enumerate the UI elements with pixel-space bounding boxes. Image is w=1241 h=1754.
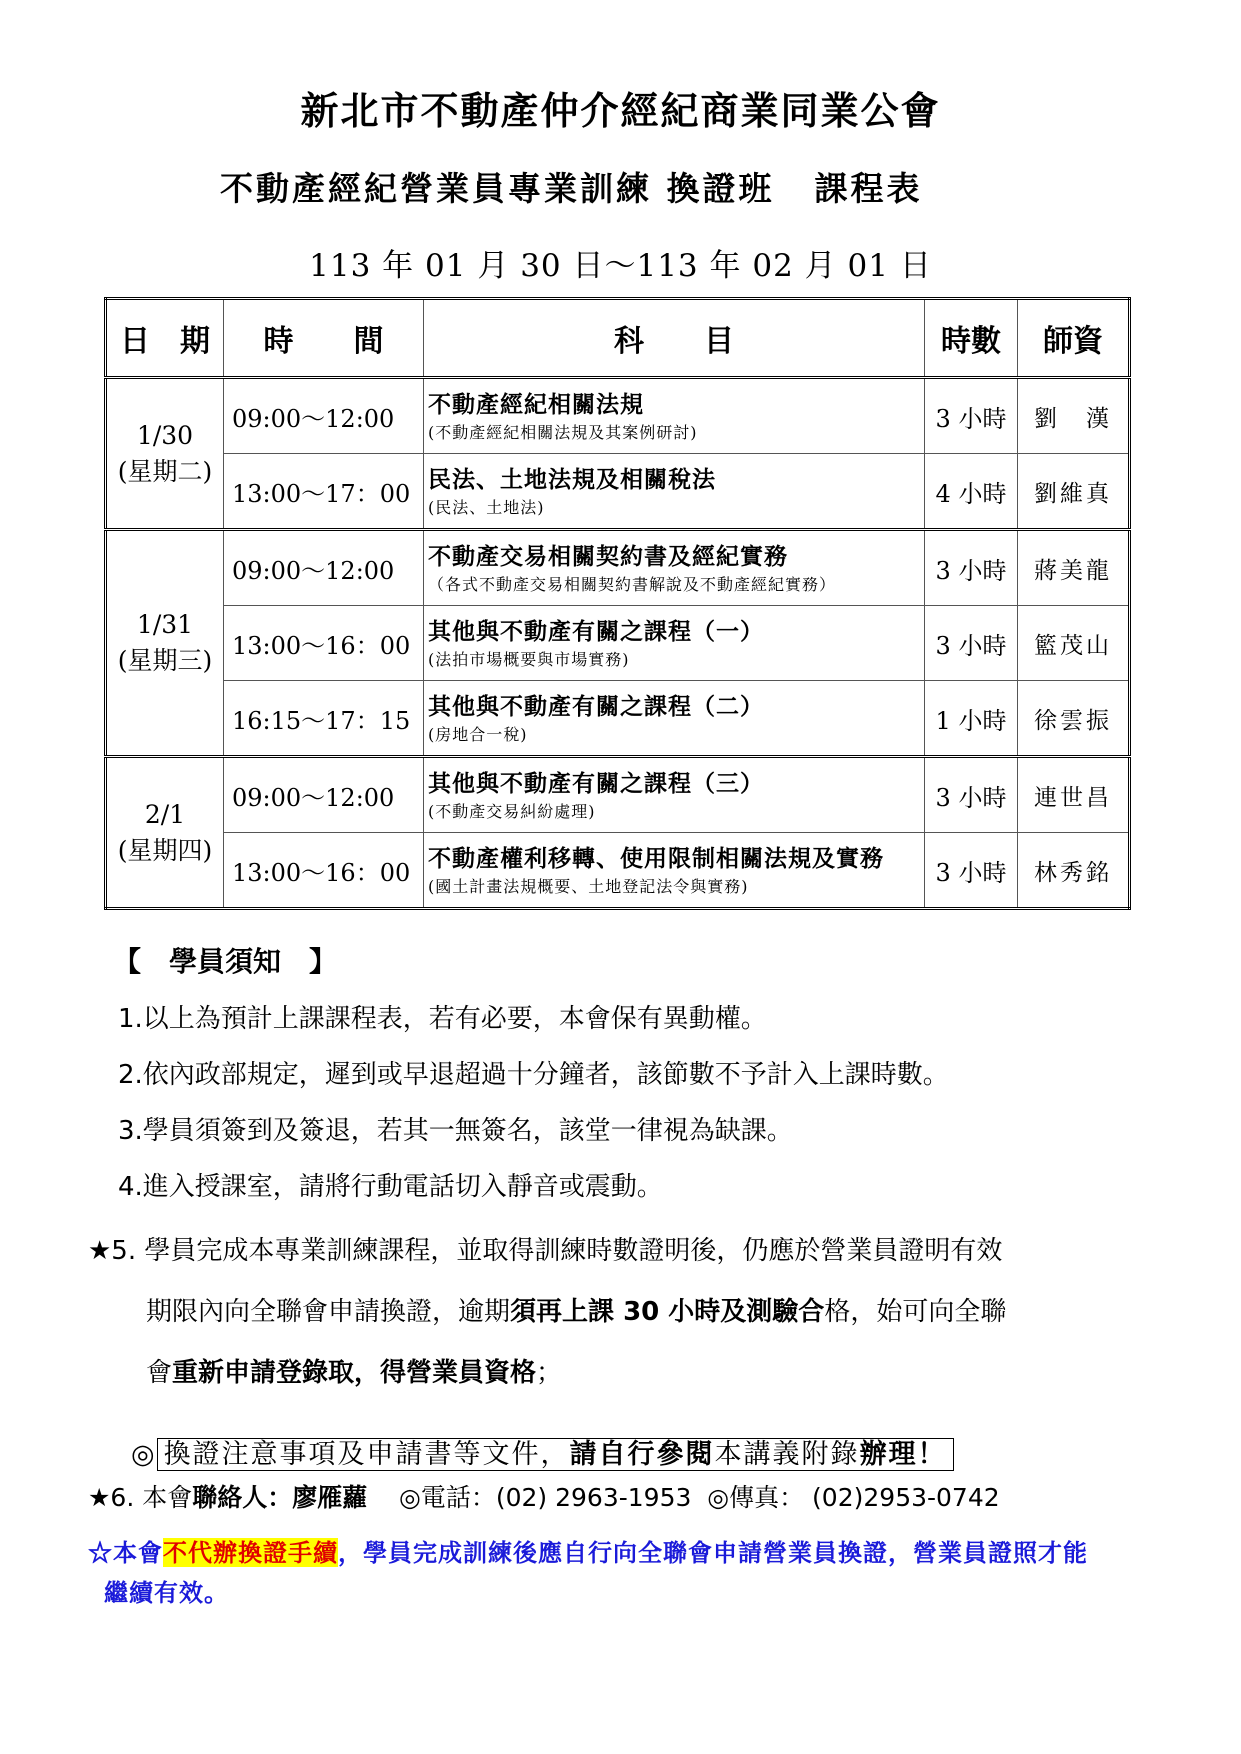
- schedule-table: [104, 297, 1131, 910]
- col-header-hours: 時數: [925, 299, 1018, 378]
- subject-detail: (不動產經紀相關法規及其案例研討): [428, 423, 698, 442]
- session-hours: 4 小時: [925, 454, 1018, 530]
- session-teacher: 蔣美龍: [1018, 530, 1130, 606]
- day-weekday: (星期四): [117, 835, 213, 865]
- day-cell: [106, 378, 224, 530]
- session-subject: [424, 530, 925, 606]
- day-cell: [106, 757, 224, 909]
- session-time: 13:00～16：00: [224, 833, 424, 909]
- subject-detail: （各式不動產交易相關契約書解說及不動產經紀實務）: [428, 575, 837, 594]
- table-row: [106, 378, 1130, 454]
- item6-label: ★6. 本會: [88, 1483, 193, 1512]
- session-hours: 3 小時: [925, 378, 1018, 454]
- subject-detail: (民法、土地法): [428, 498, 545, 517]
- final-continuation: 繼續有效。: [104, 1578, 229, 1607]
- subject-title: 不動產經紀相關法規: [428, 391, 644, 418]
- session-hours: 3 小時: [925, 833, 1018, 909]
- final-prefix: ☆本會: [88, 1538, 163, 1567]
- notice-item-5: [88, 1221, 1006, 1404]
- boxed-notice: [131, 1432, 954, 1471]
- table-row: [106, 681, 1130, 757]
- session-hours: 3 小時: [925, 606, 1018, 681]
- session-teacher: 籃茂山: [1018, 606, 1130, 681]
- session-teacher: 林秀銘: [1018, 833, 1130, 909]
- session-subject: [424, 454, 925, 530]
- item5-emphasis-reregister: 重新申請登錄取，得營業員資格: [172, 1358, 537, 1388]
- item5-line3: [88, 1343, 1006, 1404]
- course-title-suffix: 課程表: [814, 169, 923, 208]
- session-teacher: 徐雲振: [1018, 681, 1130, 757]
- session-subject: [424, 757, 925, 833]
- session-hours: 3 小時: [925, 530, 1018, 606]
- session-time: 16:15～17：15: [224, 681, 424, 757]
- boxed-notice-frame: [157, 1438, 954, 1471]
- col-header-teacher: 師資: [1018, 299, 1130, 378]
- day-weekday: (星期二): [117, 456, 213, 486]
- org-title: 新北市不動產仲介經紀商業同業公會: [300, 88, 941, 133]
- contact-phone: ◎電話：(02) 2963-1953: [399, 1483, 692, 1512]
- subject-title: 其他與不動產有關之課程（一）: [428, 618, 764, 645]
- contact-person: 聯絡人：廖雁蘿: [192, 1483, 368, 1512]
- session-hours: 3 小時: [925, 757, 1018, 833]
- notice-heading: 【 學員須知 】: [113, 946, 338, 977]
- subject-detail: (法拍市場概要與市場實務): [428, 650, 630, 669]
- session-teacher: 連世昌: [1018, 757, 1130, 833]
- subject-title: 不動產交易相關契約書及經紀實務: [428, 543, 788, 570]
- boxed-emphasis: 請自行參閱: [569, 1439, 715, 1470]
- notice-item-4: 4.進入授課室，請將行動電話切入靜音或震動。: [118, 1172, 663, 1202]
- table-row: [106, 833, 1130, 909]
- course-title-main: 不動產經紀營業員專業訓練 換證班: [220, 169, 775, 208]
- item5-line2-part: 格，始可向全聯: [824, 1297, 1007, 1327]
- day-date: 1/30: [136, 420, 194, 450]
- table-row: [106, 757, 1130, 833]
- subject-title: 其他與不動產有關之課程（三）: [428, 770, 764, 797]
- day-weekday: (星期三): [117, 646, 213, 675]
- day-date: 1/31: [136, 610, 194, 639]
- session-time: 09:00～12:00: [224, 378, 424, 454]
- final-highlight: 不代辦換證手續: [163, 1538, 338, 1567]
- date-range: 113 年 01 月 30 日～113 年 02 月 01 日: [309, 248, 932, 284]
- final-text: ，學員完成訓練後應自行向全聯會申請營業員換證，營業員證照才能: [338, 1538, 1088, 1567]
- session-teacher: 劉維真: [1018, 454, 1130, 530]
- item5-emphasis-retake: 須再上課 30 小時及測驗合: [510, 1297, 825, 1327]
- table-row: [106, 530, 1130, 606]
- item5-line3-part: 會: [146, 1358, 173, 1388]
- table-header-row: [106, 299, 1130, 378]
- session-hours: 1 小時: [925, 681, 1018, 757]
- item5-line1: ★5. 學員完成本專業訓練課程，並取得訓練時數證明後，仍應於營業員證明有效: [88, 1236, 1003, 1266]
- session-subject: [424, 681, 925, 757]
- session-subject: [424, 378, 925, 454]
- boxed-text: 本講義附錄: [714, 1439, 860, 1470]
- contact-fax: ◎傳真： (02)2953-0742: [707, 1483, 1000, 1512]
- day-date: 2/1: [144, 799, 186, 829]
- day-cell: [106, 530, 224, 757]
- session-time: 09:00～12:00: [224, 757, 424, 833]
- subject-detail: (國土計畫法規概要、土地登記法令與實務): [428, 877, 749, 896]
- final-notice: [88, 1533, 1188, 1613]
- notice-item-3: 3.學員須簽到及簽退，若其一無簽名，該堂一律視為缺課。: [118, 1116, 793, 1146]
- notice-item-2: 2.依內政部規定，遲到或早退超過十分鐘者，該節數不予計入上課時數。: [118, 1060, 949, 1090]
- table-row: [106, 454, 1130, 530]
- session-subject: [424, 606, 925, 681]
- item5-line3-part: ；: [536, 1358, 563, 1388]
- subject-detail: (不動產交易糾紛處理): [428, 802, 596, 821]
- session-teacher: 劉 漢: [1018, 378, 1130, 454]
- boxed-text: 換證注意事項及申請書等文件，: [163, 1439, 570, 1470]
- course-title: [220, 163, 963, 210]
- subject-title: 其他與不動產有關之課程（二）: [428, 693, 764, 720]
- session-time: 13:00～16：00: [224, 606, 424, 681]
- notice-item-1: 1.以上為預計上課課程表，若有必要，本會保有異動權。: [118, 1004, 767, 1034]
- boxed-prefix: ◎: [131, 1439, 157, 1470]
- item5-line2: [88, 1282, 1006, 1343]
- notice-item-6: [88, 1478, 1000, 1514]
- col-header-date: 日 期: [106, 299, 224, 378]
- boxed-emphasis: 辦理！: [859, 1439, 947, 1470]
- table-row: [106, 606, 1130, 681]
- col-header-time: 時 間: [224, 299, 424, 378]
- session-subject: [424, 833, 925, 909]
- session-time: 09:00～12:00: [224, 530, 424, 606]
- subject-title: 民法、土地法規及相關稅法: [428, 466, 716, 493]
- col-header-subject: 科 目: [424, 299, 925, 378]
- subject-title: 不動產權利移轉、使用限制相關法規及實務: [428, 845, 884, 872]
- subject-detail: (房地合一稅): [428, 725, 528, 744]
- item5-line2-part: 期限內向全聯會申請換證，逾期: [146, 1297, 511, 1327]
- session-time: 13:00～17：00: [224, 454, 424, 530]
